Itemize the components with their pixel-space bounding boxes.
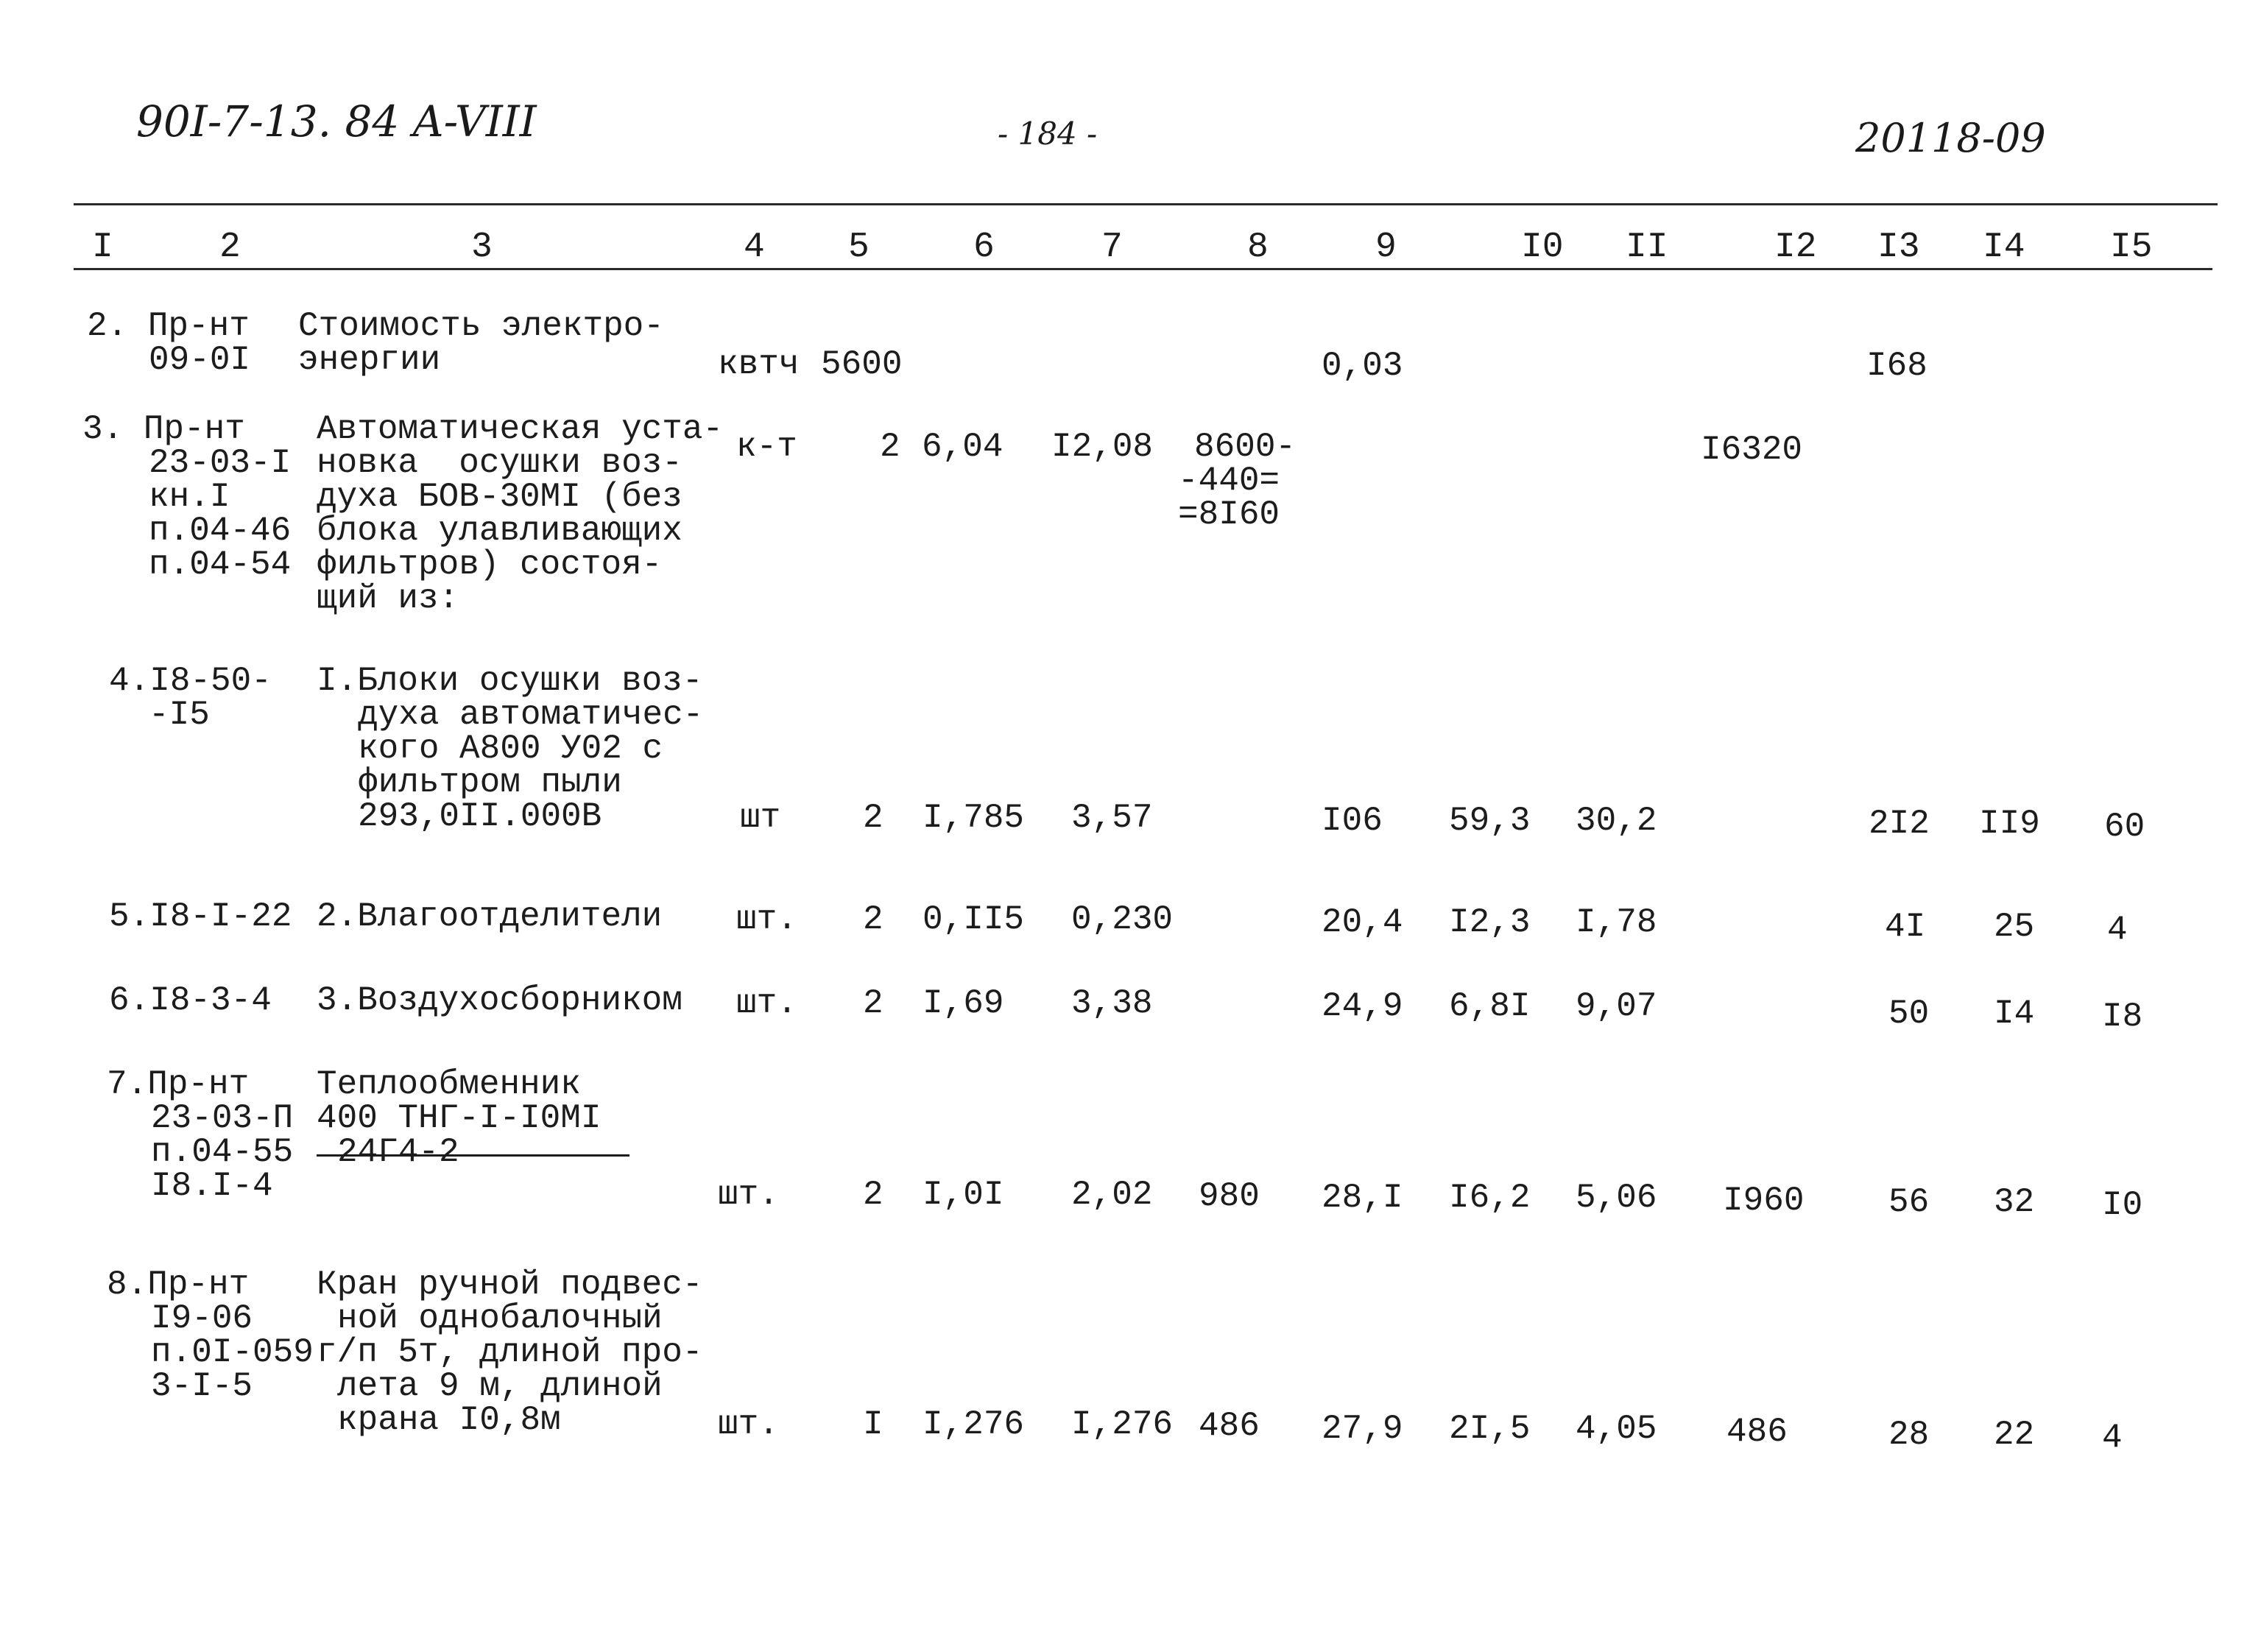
row-col7: 3,38 — [1071, 984, 1153, 1023]
row-col11: 5,06 — [1576, 1179, 1657, 1217]
row-col14: II9 — [1979, 805, 2040, 843]
row-col10: I6,2 — [1449, 1179, 1531, 1217]
row-unit: к-т — [736, 428, 797, 466]
row-col13: 4I — [1885, 908, 1926, 946]
column-number-3: 3 — [471, 227, 493, 267]
column-number-12: I2 — [1774, 227, 1817, 267]
row-col11: 9,07 — [1576, 987, 1657, 1026]
row-col14: I4 — [1994, 995, 2035, 1033]
row-col14: 22 — [1994, 1416, 2035, 1454]
row-ref: 7.Пр-нт 23-03-П п.04-55 I8.I-4 — [107, 1065, 294, 1205]
column-number-13: I3 — [1877, 227, 1920, 267]
column-number-8: 8 — [1247, 227, 1269, 267]
row-unit: шт. — [718, 1405, 779, 1444]
document-code: 90I-7-13. 84 A-VIII — [136, 96, 537, 147]
name-underline — [317, 1154, 629, 1157]
column-number-1: I — [92, 227, 113, 267]
row-name: Теплообменник 400 ТНГ-I-I0МI 24Г4-2 — [317, 1065, 602, 1171]
row-ref: 4.I8-50- -I5 — [109, 662, 272, 734]
row-col12: 486 — [1726, 1413, 1788, 1451]
row-name: I.Блоки осушки воз- духа автоматичес- кого А800 У02 с фильтром пыли 293,0II.000В — [317, 662, 704, 836]
row-col11: 30,2 — [1576, 802, 1657, 840]
row-name: 2.Влагоотделители — [317, 897, 663, 936]
row-col11: I,78 — [1576, 903, 1657, 942]
row-col8: 486 — [1199, 1407, 1260, 1445]
row-ref: 8.Пр-нт I9-06 п.0I-059 3-I-5 — [107, 1266, 314, 1405]
row-col7: 2,02 — [1071, 1176, 1153, 1214]
row-name: Стоимость электро- энергии — [298, 307, 664, 379]
row-col13: 28 — [1888, 1416, 1930, 1454]
row-col9: 20,4 — [1322, 903, 1403, 942]
row-col9: 28,I — [1322, 1179, 1403, 1217]
row-ref: 6.I8-3-4 — [109, 981, 272, 1020]
row-col9: I06 — [1322, 802, 1383, 840]
row-qty: 2 — [863, 1176, 883, 1214]
row-unit: шт. — [736, 900, 797, 939]
row-col6: 0,II5 — [923, 900, 1025, 939]
column-number-9: 9 — [1375, 227, 1397, 267]
column-number-10: I0 — [1521, 227, 1564, 267]
row-col10: 6,8I — [1449, 987, 1531, 1026]
row-col10: I2,3 — [1449, 903, 1531, 942]
row-col9: 0,03 — [1322, 347, 1403, 385]
row-qty: I — [863, 1405, 883, 1444]
column-number-4: 4 — [744, 227, 765, 267]
row-col15: 60 — [2104, 808, 2145, 846]
row-col10: 59,3 — [1449, 802, 1531, 840]
row-col7: I2,08 — [1051, 428, 1154, 466]
row-unit: квтч — [718, 345, 800, 384]
row-col13: 2I2 — [1869, 805, 1930, 843]
column-number-5: 5 — [848, 227, 870, 267]
row-ref: 3. Пр-нт 23-03-I кн.I п.04-46 п.04-54 — [82, 410, 292, 584]
column-number-15: I5 — [2110, 227, 2153, 267]
row-qty: 2 — [863, 984, 883, 1023]
column-header-rule — [74, 268, 2212, 270]
row-col7: I,276 — [1071, 1405, 1174, 1444]
row-col11: 4,05 — [1576, 1410, 1657, 1448]
row-col6: I,0I — [923, 1176, 1004, 1214]
row-col7: 3,57 — [1071, 799, 1153, 837]
row-col13: 56 — [1888, 1183, 1930, 1221]
row-qty: 2 — [880, 428, 900, 466]
column-number-2: 2 — [219, 227, 241, 267]
row-unit: шт. — [718, 1176, 779, 1214]
row-col14: 25 — [1994, 908, 2035, 946]
row-col13: I68 — [1866, 347, 1927, 385]
row-col7: 0,230 — [1071, 900, 1174, 939]
column-number-11: II — [1626, 227, 1668, 267]
column-number-7: 7 — [1101, 227, 1123, 267]
row-ref: 5.I8-I-22 — [109, 897, 292, 936]
column-number-14: I4 — [1983, 227, 2025, 267]
row-unit: шт. — [736, 984, 797, 1023]
row-col15: I0 — [2102, 1186, 2143, 1224]
page-number: - 184 - — [998, 116, 1098, 152]
row-col9: 27,9 — [1322, 1410, 1403, 1448]
row-qty: 2 — [863, 799, 883, 837]
row-col8: 8600- -440= =8I60 — [1178, 428, 1297, 534]
row-col6: I,276 — [923, 1405, 1025, 1444]
row-ref: 2. Пр-нт 09-0I — [87, 307, 251, 379]
row-col14: 32 — [1994, 1183, 2035, 1221]
row-name: Кран ручной подвес- ной однобалочный г/п 5т, длиной про- лета 9 м, длиной крана I0,8м — [317, 1266, 703, 1439]
row-name: Автоматическая уста- новка осушки воз- духа БОВ-30МI (без блока улавливающих фильтров) состоя- щий из: — [317, 410, 724, 618]
row-col6: 6,04 — [922, 428, 1003, 466]
row-col15: 4 — [2107, 911, 2128, 949]
row-col6: I,785 — [923, 799, 1025, 837]
row-col13: 50 — [1888, 995, 1930, 1033]
row-col15: 4 — [2102, 1419, 2123, 1457]
row-qty: 5600 — [821, 345, 903, 384]
row-col8: 980 — [1199, 1177, 1260, 1215]
row-col12: I6320 — [1701, 431, 1803, 469]
row-col6: I,69 — [923, 984, 1004, 1023]
sheet-code: 20118-09 — [1855, 115, 2046, 161]
row-col12: I960 — [1723, 1182, 1805, 1220]
top-rule — [74, 203, 2218, 205]
row-col9: 24,9 — [1322, 987, 1403, 1026]
column-number-6: 6 — [973, 227, 995, 267]
row-qty: 2 — [863, 900, 883, 939]
row-col15: I8 — [2102, 998, 2143, 1036]
row-col10: 2I,5 — [1449, 1410, 1531, 1448]
row-unit: шт — [740, 799, 781, 837]
row-name: 3.Воздухосборником — [317, 981, 682, 1020]
